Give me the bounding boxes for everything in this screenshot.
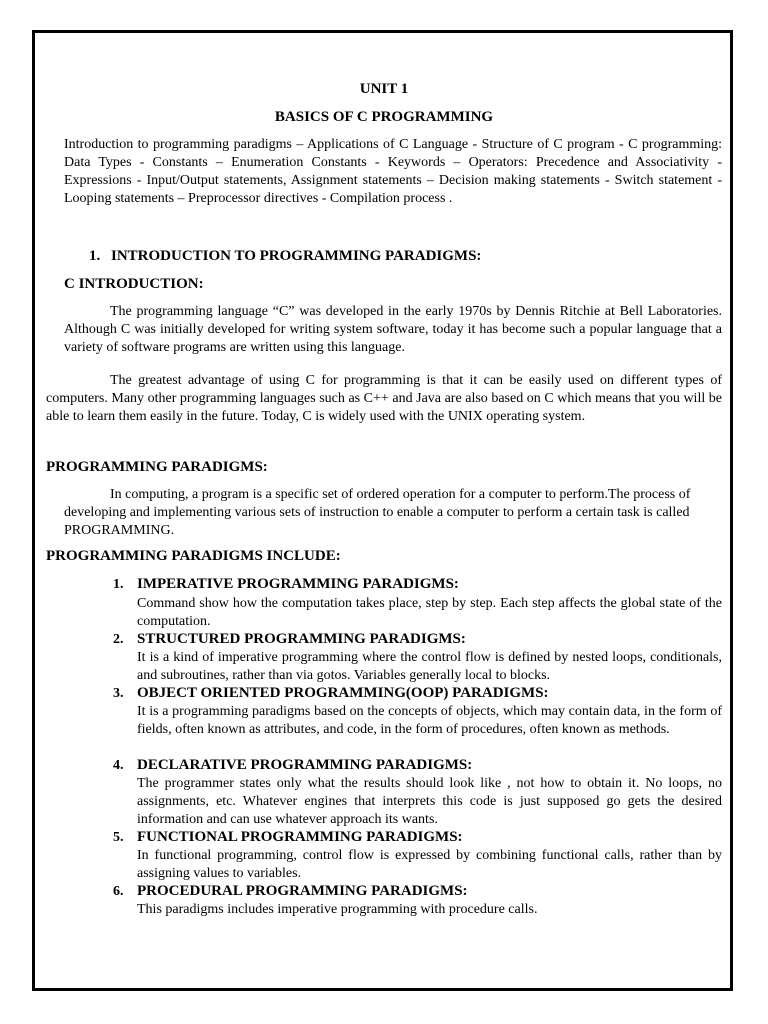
unit-label: UNIT 1 (359, 81, 409, 97)
item-title: FUNCTIONAL PROGRAMMING PARADIGMS: (137, 829, 463, 845)
section-number: 1. (89, 248, 101, 264)
item-number: 6. (113, 884, 124, 899)
item-description: It is a programming paradigms based on the concepts of objects, which may contain data, in the form of fields, often known as attributes, and code, in the form of procedures, often known as methods. (137, 704, 722, 737)
item-title: PROCEDURAL PROGRAMMING PARADIGMS: (137, 883, 468, 899)
paradigms-heading: PROGRAMMING PARADIGMS: (46, 459, 268, 475)
item-description: In functional programming, control flow is expressed by combining functional calls, rather than by assigning values to variables. (137, 848, 722, 881)
item-number: 5. (113, 830, 124, 845)
c-intro-paragraph-2: The greatest advantage of using C for programming is that it can be easily used on different types of computers. Many other programming languages such as C++ and Java are also based on C which means that you will be able to learn them easily in the future. Today, C is widely used with the UNIX operating system. (46, 373, 722, 424)
item-description: This paradigms includes imperative programming with procedure calls. (137, 902, 538, 917)
c-intro-heading: C INTRODUCTION: (64, 276, 204, 292)
item-number: 1. (113, 577, 124, 592)
paradigms-paragraph: In computing, a program is a specific set of ordered operation for a computer to perform.The process of developing and implementing various sets of instruction to enable a computer to perform a certain task is called PROGRAMMING. (64, 487, 691, 538)
include-heading: PROGRAMMING PARADIGMS INCLUDE: (46, 548, 341, 564)
item-title: STRUCTURED PROGRAMMING PARADIGMS: (137, 631, 466, 647)
section-heading: INTRODUCTION TO PROGRAMMING PARADIGMS: (111, 248, 482, 264)
item-number: 4. (113, 758, 124, 773)
c-intro-paragraph-1: The programming language “C” was developed in the early 1970s by Dennis Ritchie at Bell Laboratories. Although C was initially developed for writing system software, today it has become such a popular language that a variety of software programs are written using this language. (64, 304, 722, 355)
item-number: 2. (113, 632, 124, 647)
syllabus-text: Introduction to programming paradigms – Applications of C Language - Structure of C program - C programming: Data Types - Constants – Enumeration Constants - Keywords – Operators: Precedence and Associativity - Expressions - Input/Output statements, Assignment statements – Decision making statements - Switch statement - Looping statements – Preprocessor directives - Compilation process . (64, 137, 722, 206)
item-title: IMPERATIVE PROGRAMMING PARADIGMS: (137, 576, 459, 592)
item-description: The programmer states only what the results should look like , not how to obtain it. No loops, no assignments, etc. Whatever engines that interprets this code is just supposed go gets the desired information and can use whatever approach its wants. (137, 776, 722, 827)
item-description: It is a kind of imperative programming where the control flow is defined by nested loops, conditionals, and subroutines, rather than via gotos. Variables generally local to blocks. (137, 650, 722, 683)
item-description: Command show how the computation takes place, step by step. Each step affects the global state of the computation. (137, 596, 722, 629)
item-title: OBJECT ORIENTED PROGRAMMING(OOP) PARADIGMS: (137, 685, 549, 701)
item-number: 3. (113, 686, 124, 701)
page-title: BASICS OF C PROGRAMMING (274, 109, 494, 125)
item-title: DECLARATIVE PROGRAMMING PARADIGMS: (137, 757, 473, 773)
